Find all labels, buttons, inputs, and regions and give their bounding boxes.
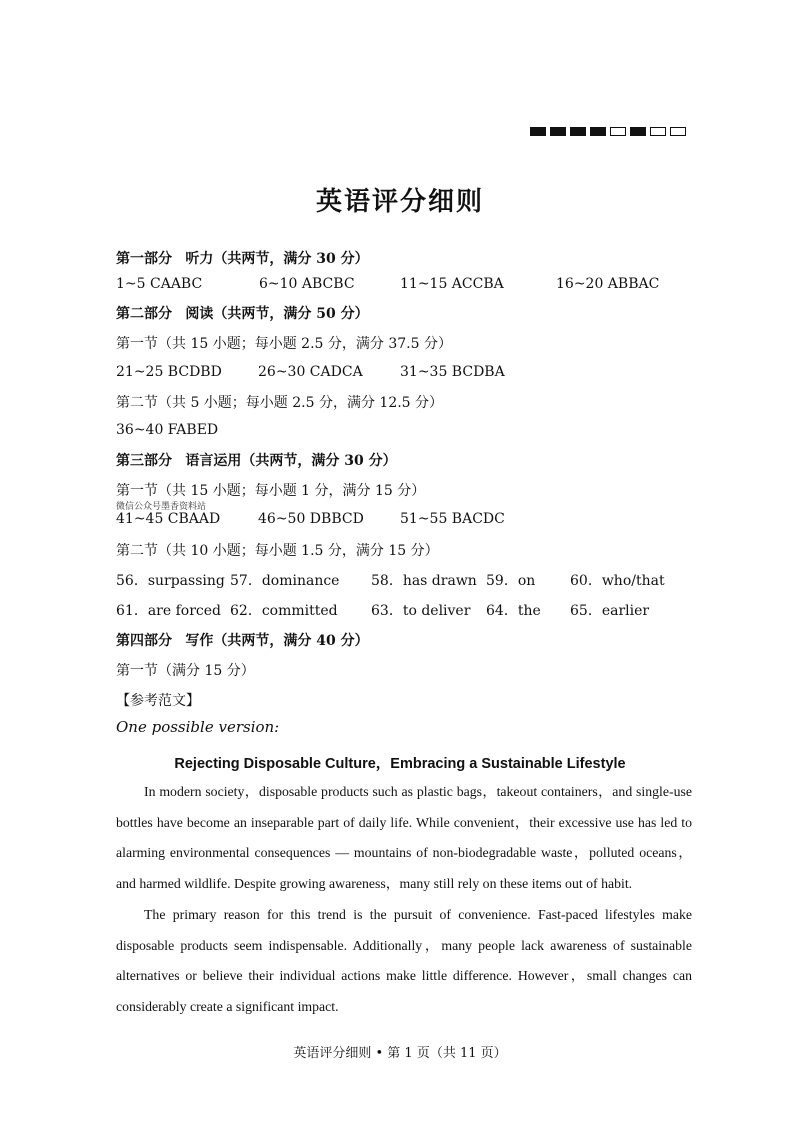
part2-sec2-answer: 36~40 FABED <box>116 422 219 438</box>
header-mark <box>630 127 646 136</box>
part1-answer: 1~5 CAABC <box>116 276 203 292</box>
part4-heading-line <box>116 630 369 650</box>
header-mark <box>570 127 586 136</box>
part3-heading: 第三部分 <box>116 453 172 469</box>
part1-answer: 11~15 ACCBA <box>400 276 504 292</box>
page-footer: 英语评分细则 • 第 1 页（共 11 页） <box>293 1046 507 1061</box>
part2-sec1-answer: 21~25 BCDBD <box>116 364 222 380</box>
part4-sec1: 第一节（满分 15 分） <box>116 663 255 679</box>
page-title: 英语评分细则 <box>315 187 484 217</box>
part2-heading: 第二部分 <box>116 306 172 322</box>
part3-sec1-answer: 46~50 DBBCD <box>258 511 364 527</box>
version-label: One possible version: <box>116 718 280 736</box>
header-mark <box>650 127 666 136</box>
fill-answer: 57．dominance <box>230 573 340 589</box>
part4-desc: 写作（共两节，满分 40 分） <box>185 633 369 649</box>
part1-heading-line <box>116 248 369 268</box>
watermark-text: 微信公众号墨香资料站 <box>116 502 207 512</box>
reference-label: 【参考范文】 <box>116 693 200 709</box>
fill-answer: 62．committed <box>230 603 338 619</box>
essay-paragraph-2-text: The primary reason for this trend is the pursuit of convenience. Fast-paced lifestyles make disposable products seem indispensable. Additionally，many people lack awareness of sustainable alternatives or believe their individual actions make little difference. However，small changes can considerably create a significant impact. <box>116 907 692 1015</box>
part2-sec1-answer: 31~35 BCDBA <box>400 364 505 380</box>
essay-title: Rejecting Disposable Culture，Embracing a Sustainable Lifestyle <box>174 756 626 772</box>
part3-sec1: 第一节（共 15 小题；每小题 1 分，满分 15 分） <box>116 483 426 499</box>
fill-answer: 56．surpassing <box>116 573 225 589</box>
part4-heading: 第四部分 <box>116 633 172 649</box>
part1-answer: 16~20 ABBAC <box>556 276 660 292</box>
part3-desc: 语言运用（共两节，满分 30 分） <box>185 453 397 469</box>
part3-heading-line <box>116 450 397 470</box>
part3-sec2: 第二节（共 10 小题；每小题 1.5 分，满分 15 分） <box>116 543 439 559</box>
essay-paragraph-1-text: In modern society，disposable products such as plastic bags，takeout containers，and single-use bottles have become an inseparable part of daily life. While convenient，their excessive use has led to alarming environmental consequences — mountains of non-biodegradable waste，polluted oceans，and harmed wildlife. Despite growing awareness，many still rely on these items out of habit. <box>116 784 692 892</box>
fill-answer: 59．on <box>486 573 536 589</box>
header-mark <box>550 127 566 136</box>
fill-answer: 65．earlier <box>570 603 650 619</box>
fill-answer: 60．who/that <box>570 573 665 589</box>
fill-answer: 64．the <box>486 603 541 619</box>
header-mark <box>670 127 686 136</box>
fill-answer: 63．to deliver <box>371 603 471 619</box>
essay-paragraph-1 <box>116 777 692 900</box>
part2-desc: 阅读（共两节，满分 50 分） <box>185 306 369 322</box>
part1-answer: 6~10 ABCBC <box>259 276 355 292</box>
fill-answer: 58．has drawn <box>371 573 477 589</box>
part1-desc-label: 听力（共两节，满分 30 分） <box>185 251 369 267</box>
part2-sec2: 第二节（共 5 小题；每小题 2.5 分，满分 12.5 分） <box>116 395 444 411</box>
fill-answer: 61．are forced <box>116 603 221 619</box>
part3-sec1-answer: 51~55 BACDC <box>400 511 505 527</box>
header-mark <box>530 127 546 136</box>
part3-sec1-answer: 41~45 CBAAD <box>116 511 221 527</box>
part2-sec1-answer: 26~30 CADCA <box>258 364 363 380</box>
header-marks <box>530 127 686 136</box>
header-mark <box>610 127 626 136</box>
part2-sec1: 第一节（共 15 小题；每小题 2.5 分，满分 37.5 分） <box>116 336 452 352</box>
essay-paragraph-2 <box>116 900 692 1023</box>
part2-heading-line <box>116 303 369 323</box>
part1-heading: 第一部分 <box>116 251 172 267</box>
header-mark <box>590 127 606 136</box>
